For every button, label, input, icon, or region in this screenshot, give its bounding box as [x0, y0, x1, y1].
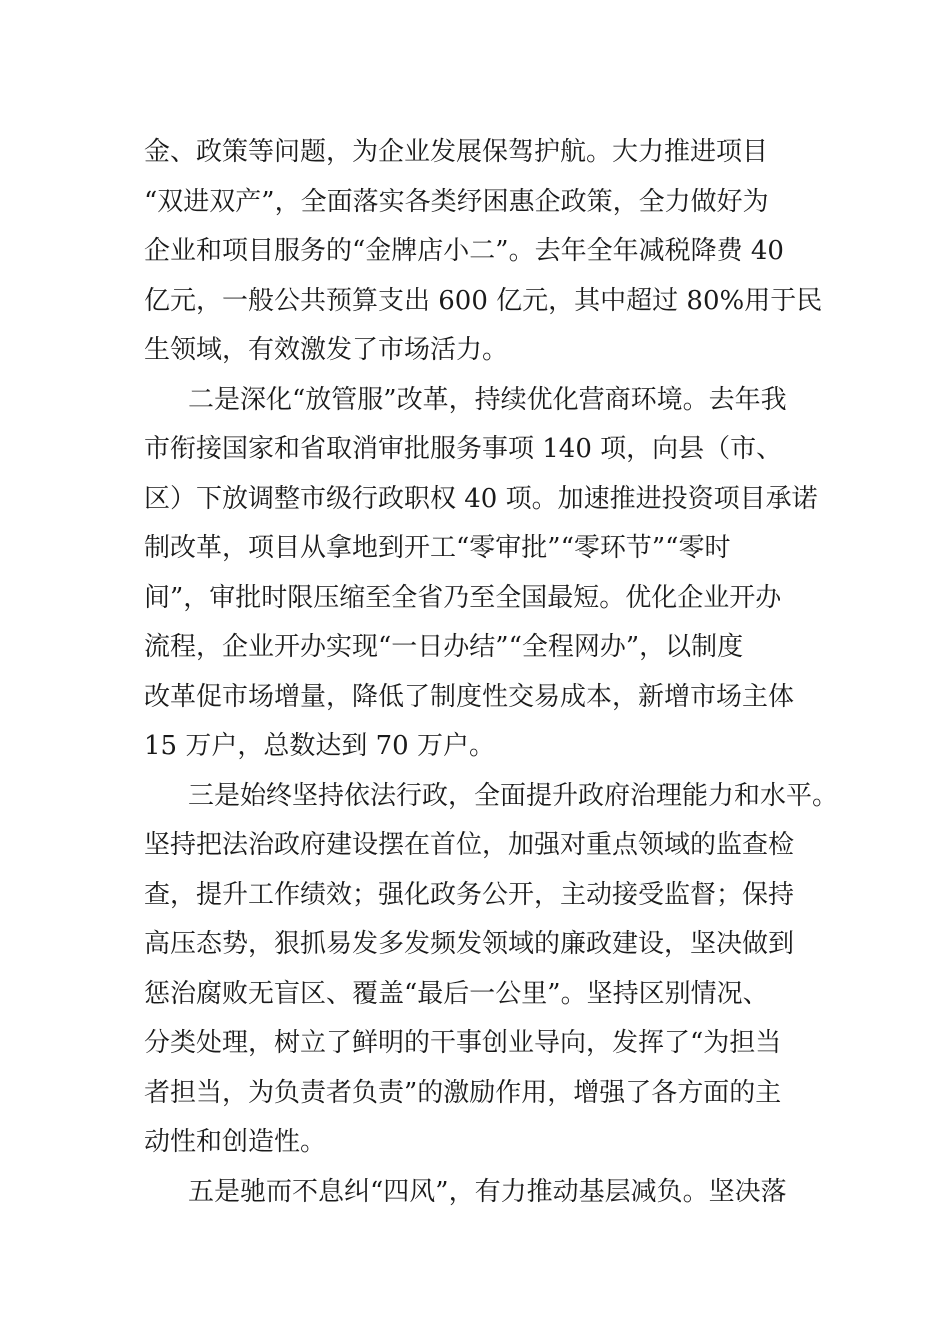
- paragraph: [144, 376, 820, 772]
- text-line: 分类处理，树立了鲜明的干事创业导向，发挥了“为担当: [144, 1028, 782, 1058]
- text-line: 查，提升工作绩效；强化政务公开，主动接受监督；保持: [144, 879, 795, 910]
- text-line: 惩治腐败无盲区、覆盖“最后一公里”。坚持区别情况、: [144, 978, 769, 1009]
- paragraph: [144, 1168, 820, 1218]
- text-line: 五是驰而不息纠“四风”，有力推动基层减负。坚决落: [188, 1176, 787, 1207]
- text-line: 三是始终坚持依法行政，全面提升政府治理能力和水平。: [188, 780, 839, 811]
- text-line: “双进双产”，全面落实各类纾困惠企政策，全力做好为: [144, 186, 769, 217]
- text-line: 高压态势，狠抓易发多发频发领域的廉政建设，坚决做到: [144, 929, 795, 959]
- text-line: 改革促市场增量，降低了制度性交易成本，新增市场主体: [144, 681, 795, 712]
- text-line: 坚持把法治政府建设摆在首位，加强对重点领域的监查检: [144, 830, 795, 860]
- text-line: 二是深化“放管服”改革，持续优化营商环境。去年我: [188, 384, 787, 415]
- text-line: 制改革，项目从拿地到开工“零审批”“零环节”“零时: [144, 533, 731, 563]
- text-line: 区）下放调整市级行政职权 40 项。加速推进投资项目承诺: [144, 483, 818, 514]
- paragraph: [144, 128, 823, 376]
- document-body: [144, 128, 839, 1217]
- text-line: 金、政策等问题，为企业发展保驾护航。大力推进项目: [144, 137, 769, 167]
- paragraph: [144, 772, 839, 1168]
- text-line: 企业和项目服务的“金牌店小二”。去年全年减税降费 40: [144, 236, 784, 266]
- text-line: 流程，企业开办实现“一日办结”“全程网办”，以制度: [144, 632, 744, 662]
- text-line: 生领域，有效激发了市场活力。: [144, 335, 509, 365]
- text-line: 者担当，为负责者负责”的激励作用，增强了各方面的主: [144, 1077, 782, 1108]
- text-line: 市衔接国家和省取消审批服务事项 140 项，向县（市、: [144, 434, 783, 464]
- text-line: 亿元，一般公共预算支出 600 亿元，其中超过 80%用于民: [144, 285, 823, 316]
- text-line: 15 万户，总数达到 70 万户。: [144, 731, 495, 761]
- text-line: 间”，审批时限压缩至全省乃至全国最短。优化企业开办: [144, 582, 782, 613]
- text-line: 动性和创造性。: [144, 1127, 327, 1157]
